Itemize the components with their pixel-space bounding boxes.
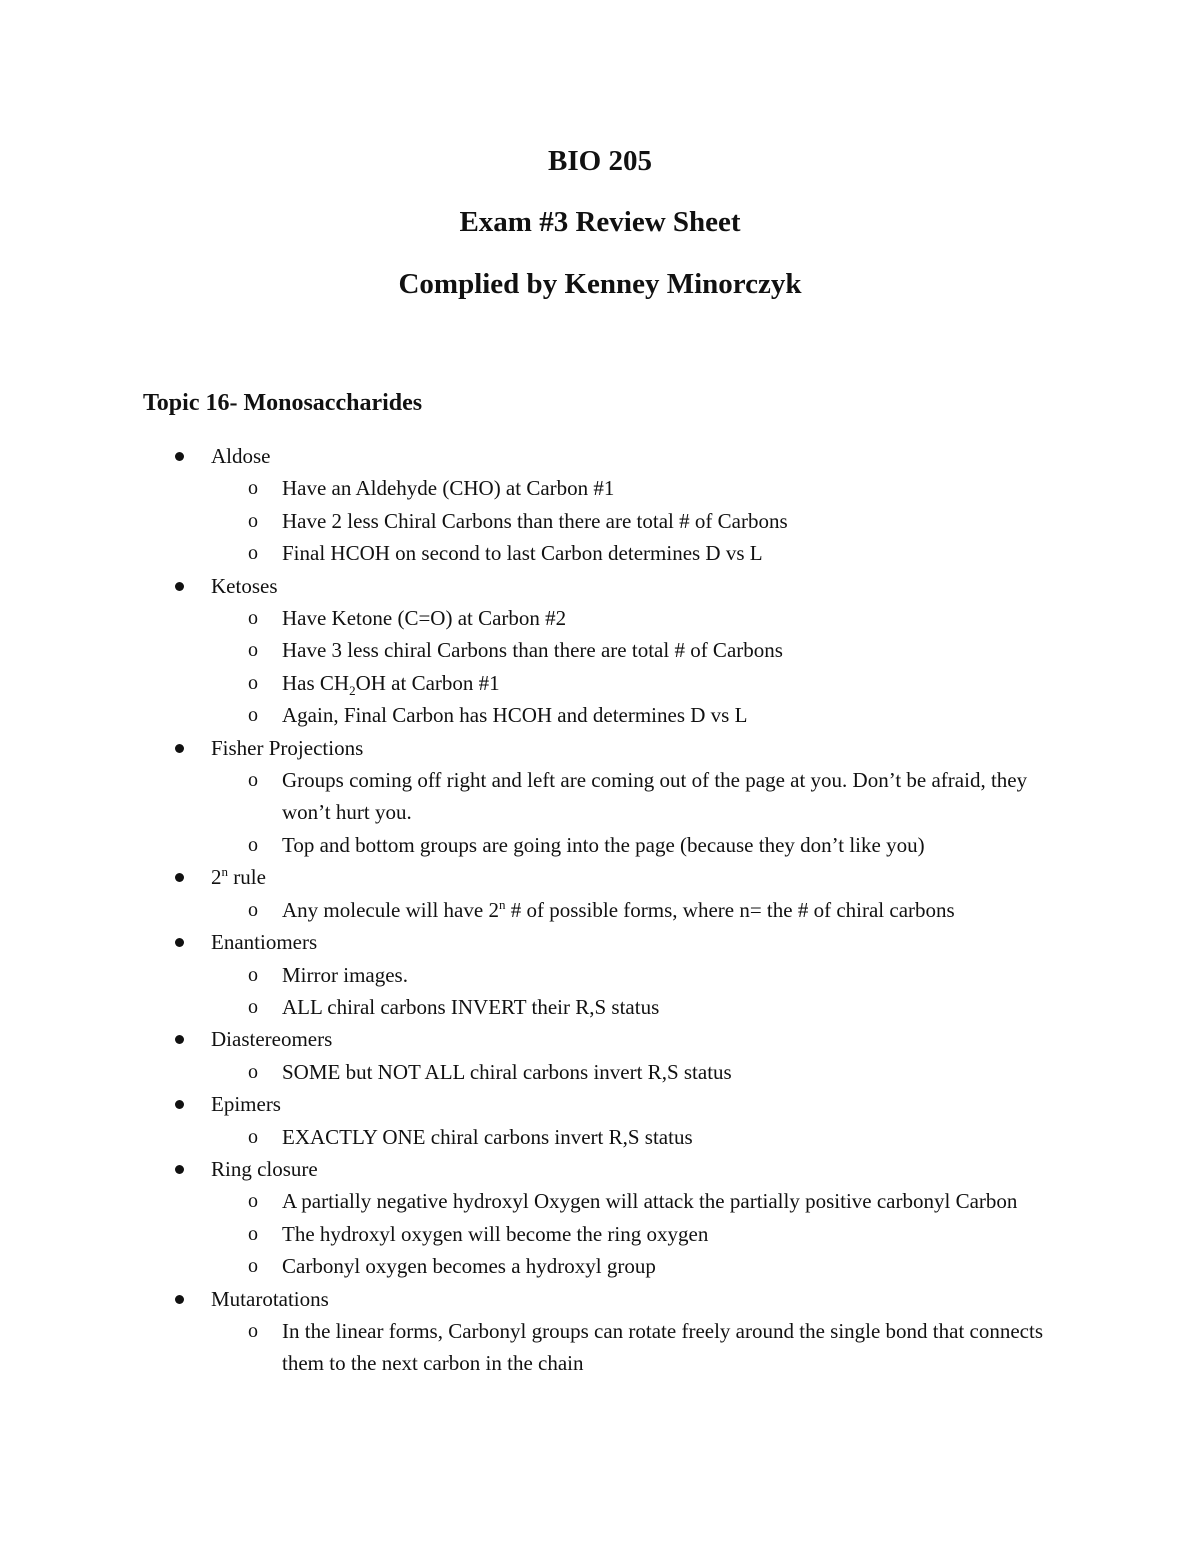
bullet-label: Epimers [0,1088,1200,1120]
outline-item [0,732,1200,862]
outline-item [0,1283,1200,1380]
sub-list [0,602,1200,732]
bullet-label: Ketoses [0,570,1200,602]
sub-list [0,894,1200,926]
hollow-bullet-icon: o [248,1125,258,1148]
hollow-bullet-icon: o [248,898,258,921]
outline-item [0,570,1200,732]
hollow-bullet-icon: o [248,671,258,694]
hollow-bullet-icon: o [248,1190,258,1213]
hollow-bullet-icon: o [248,477,258,500]
bullet-dot-icon [175,582,184,591]
bullet-label: Diastereomers [0,1023,1200,1055]
bullet-label: Enantiomers [0,926,1200,958]
hollow-bullet-icon: o [248,704,258,727]
outline-item [0,861,1200,926]
bullet-label: Aldose [0,440,1200,472]
hollow-bullet-icon: o [248,639,258,662]
sub-list [0,959,1200,1024]
bullet-dot-icon [175,1295,184,1304]
hollow-bullet-icon: o [248,1222,258,1245]
hollow-bullet-icon: o [248,769,258,792]
sub-list-item: o SOME but NOT ALL chiral carbons invert R,S status [0,1056,1200,1088]
sub-list-item: o The hydroxyl oxygen will become the ring oxygen [0,1218,1200,1250]
bullet-dot-icon [175,1100,184,1109]
sub-list-item: o Have 3 less chiral Carbons than there are total # of Carbons [0,634,1200,666]
hollow-bullet-icon: o [248,607,258,630]
sub-list-item: o Any molecule will have 2$^n$ # of possible forms, where n= the # of chiral carbons [0,894,1200,926]
bullet-dot-icon [175,938,184,947]
hollow-bullet-icon: o [248,1060,258,1083]
outline-item [0,926,1200,1023]
course-title: BIO 205 [548,145,652,177]
sub-list-item: o Carbonyl oxygen becomes a hydroxyl group [0,1250,1200,1282]
sub-list-item: o Mirror images. [0,959,1200,991]
outline-item [0,440,1200,570]
sub-list-item: o Top and bottom groups are going into the page (because they don’t like you) [0,829,1200,861]
sub-list [0,472,1200,569]
sub-list-item: o ALL chiral carbons INVERT their R,S status [0,991,1200,1023]
outline-item [0,1023,1200,1088]
bullet-dot-icon [175,1035,184,1044]
sub-list-item: o Groups coming off right and left are coming out of the page at you. Don’t be afraid, they won’t hurt you. [0,764,1200,829]
outline-item [0,1088,1200,1153]
sub-list-item: o A partially negative hydroxyl Oxygen will attack the partially positive carbonyl Carbon [0,1185,1200,1217]
author-line: Complied by Kenney Minorczyk [398,268,802,300]
bullet-label: Ring closure [0,1153,1200,1185]
sub-list [0,1185,1200,1282]
bullet-outline [0,440,1200,1380]
bullet-dot-icon [175,873,184,882]
sub-list-item: o Have Ketone (C=O) at Carbon #2 [0,602,1200,634]
sub-list-item: o Have 2 less Chiral Carbons than there are total # of Carbons [0,505,1200,537]
hollow-bullet-icon: o [248,833,258,856]
sub-list [0,1315,1200,1380]
bullet-dot-icon [175,452,184,461]
sub-list [0,764,1200,861]
hollow-bullet-icon: o [248,509,258,532]
bullet-label: 2$^n$ rule [0,861,1200,893]
hollow-bullet-icon: o [248,963,258,986]
sub-list-item: o Final HCOH on second to last Carbon determines D vs L [0,537,1200,569]
hollow-bullet-icon: o [248,995,258,1018]
topic-heading: Topic 16- Monosaccharides [143,390,423,416]
sub-list-item: o Again, Final Carbon has HCOH and determines D vs L [0,699,1200,731]
bullet-label: Fisher Projections [0,732,1200,764]
sub-list [0,1056,1200,1088]
sub-list [0,1121,1200,1153]
hollow-bullet-icon: o [248,1255,258,1278]
document-title: Exam #3 Review Sheet [459,206,741,238]
sub-list-item: o Have an Aldehyde (CHO) at Carbon #1 [0,472,1200,504]
sub-list-item: o In the linear forms, Carbonyl groups can rotate freely around the single bond that connects them to the next carbon in the chain [0,1315,1200,1380]
sub-list-item: o Has $CH_2OH$ at Carbon #1 [0,667,1200,699]
bullet-dot-icon [175,1165,184,1174]
hollow-bullet-icon: o [248,1319,258,1342]
bullet-label: Mutarotations [0,1283,1200,1315]
outline-item [0,1153,1200,1283]
hollow-bullet-icon: o [248,542,258,565]
bullet-dot-icon [175,744,184,753]
sub-list-item: o EXACTLY ONE chiral carbons invert R,S status [0,1121,1200,1153]
